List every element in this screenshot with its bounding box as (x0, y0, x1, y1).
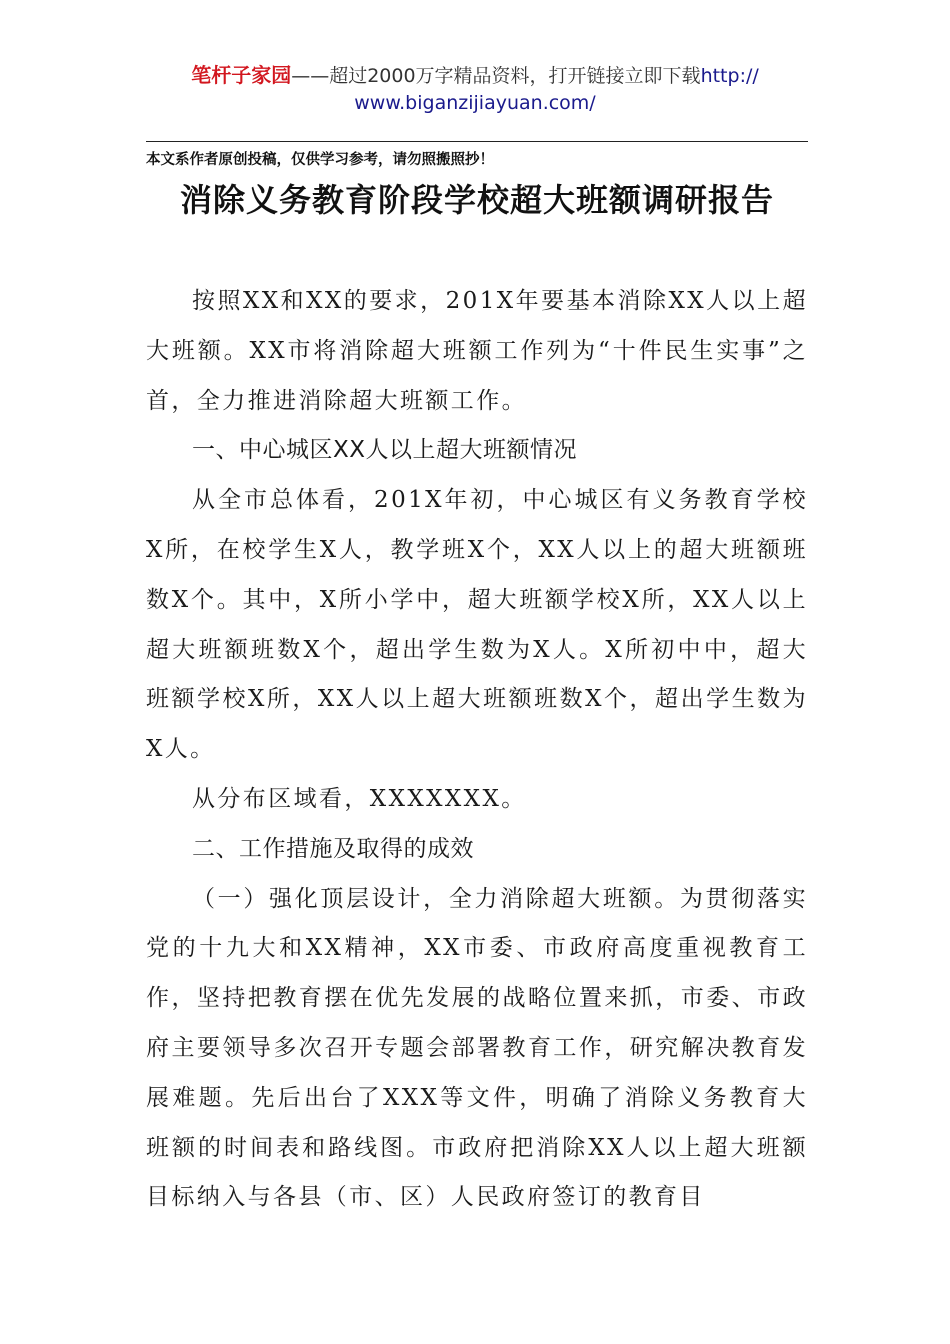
header-url-part2[interactable]: www.biganzijiayuan.com/ (354, 92, 596, 114)
section-heading-1: 一、中心城区XX人以上超大班额情况 (192, 437, 578, 464)
copyright-notice: 本文系作者原创投稿，仅供学习参考，请勿照搬照抄！ (146, 151, 494, 168)
header-tagline: ——超过2000万字精品资料，打开链接立即下载 (291, 65, 701, 87)
page-header (0, 62, 950, 117)
paragraph-measures: （一）强化顶层设计，全力消除超大班额。为贯彻落实党的十九大和XX精神，XX市委、市政府高度重视教育工作，坚持把教育摆在优先发展的战略位置来抓，市委、市政府主要领导多次召开专题会部署教育工作，研究解决教育发展难题。先后出台了XXX等文件，明确了消除义务教育大班额的时间表和路线图。市政府把消除XX人以上超大班额目标纳入与各县（市、区）人民政府签订的教育目 (146, 885, 808, 1211)
paragraph-overall: 从全市总体看，201X年初，中心城区有义务教育学校X所，在校学生X人，教学班X个，XX人以上的超大班额班数X个。其中，X所小学中，超大班额学校X所，XX人以上超大班额班数X个，超出学生数为X人。X所初中中，超大班额学校X所，XX人以上超大班额班数X个，超出学生数为X人。 (146, 487, 808, 763)
paragraph-intro: 按照XX和XX的要求，201X年要基本消除XX人以上超大班额。XX市将消除超大班额工作列为“十件民生实事”之首，全力推进消除超大班额工作。 (146, 288, 808, 414)
header-divider (146, 141, 808, 142)
header-line-1 (0, 62, 950, 90)
paragraph-distribution: 从分布区域看，XXXXXXX。 (192, 785, 527, 812)
site-name: 笔杆子家园 (191, 63, 292, 87)
header-line-2 (0, 90, 950, 117)
section-heading-2: 二、工作措施及取得的成效 (192, 835, 474, 862)
document-body (146, 277, 808, 1223)
header-url-part1[interactable]: http:// (700, 65, 759, 87)
document-title: 消除义务教育阶段学校超大班额调研报告 (179, 181, 774, 219)
